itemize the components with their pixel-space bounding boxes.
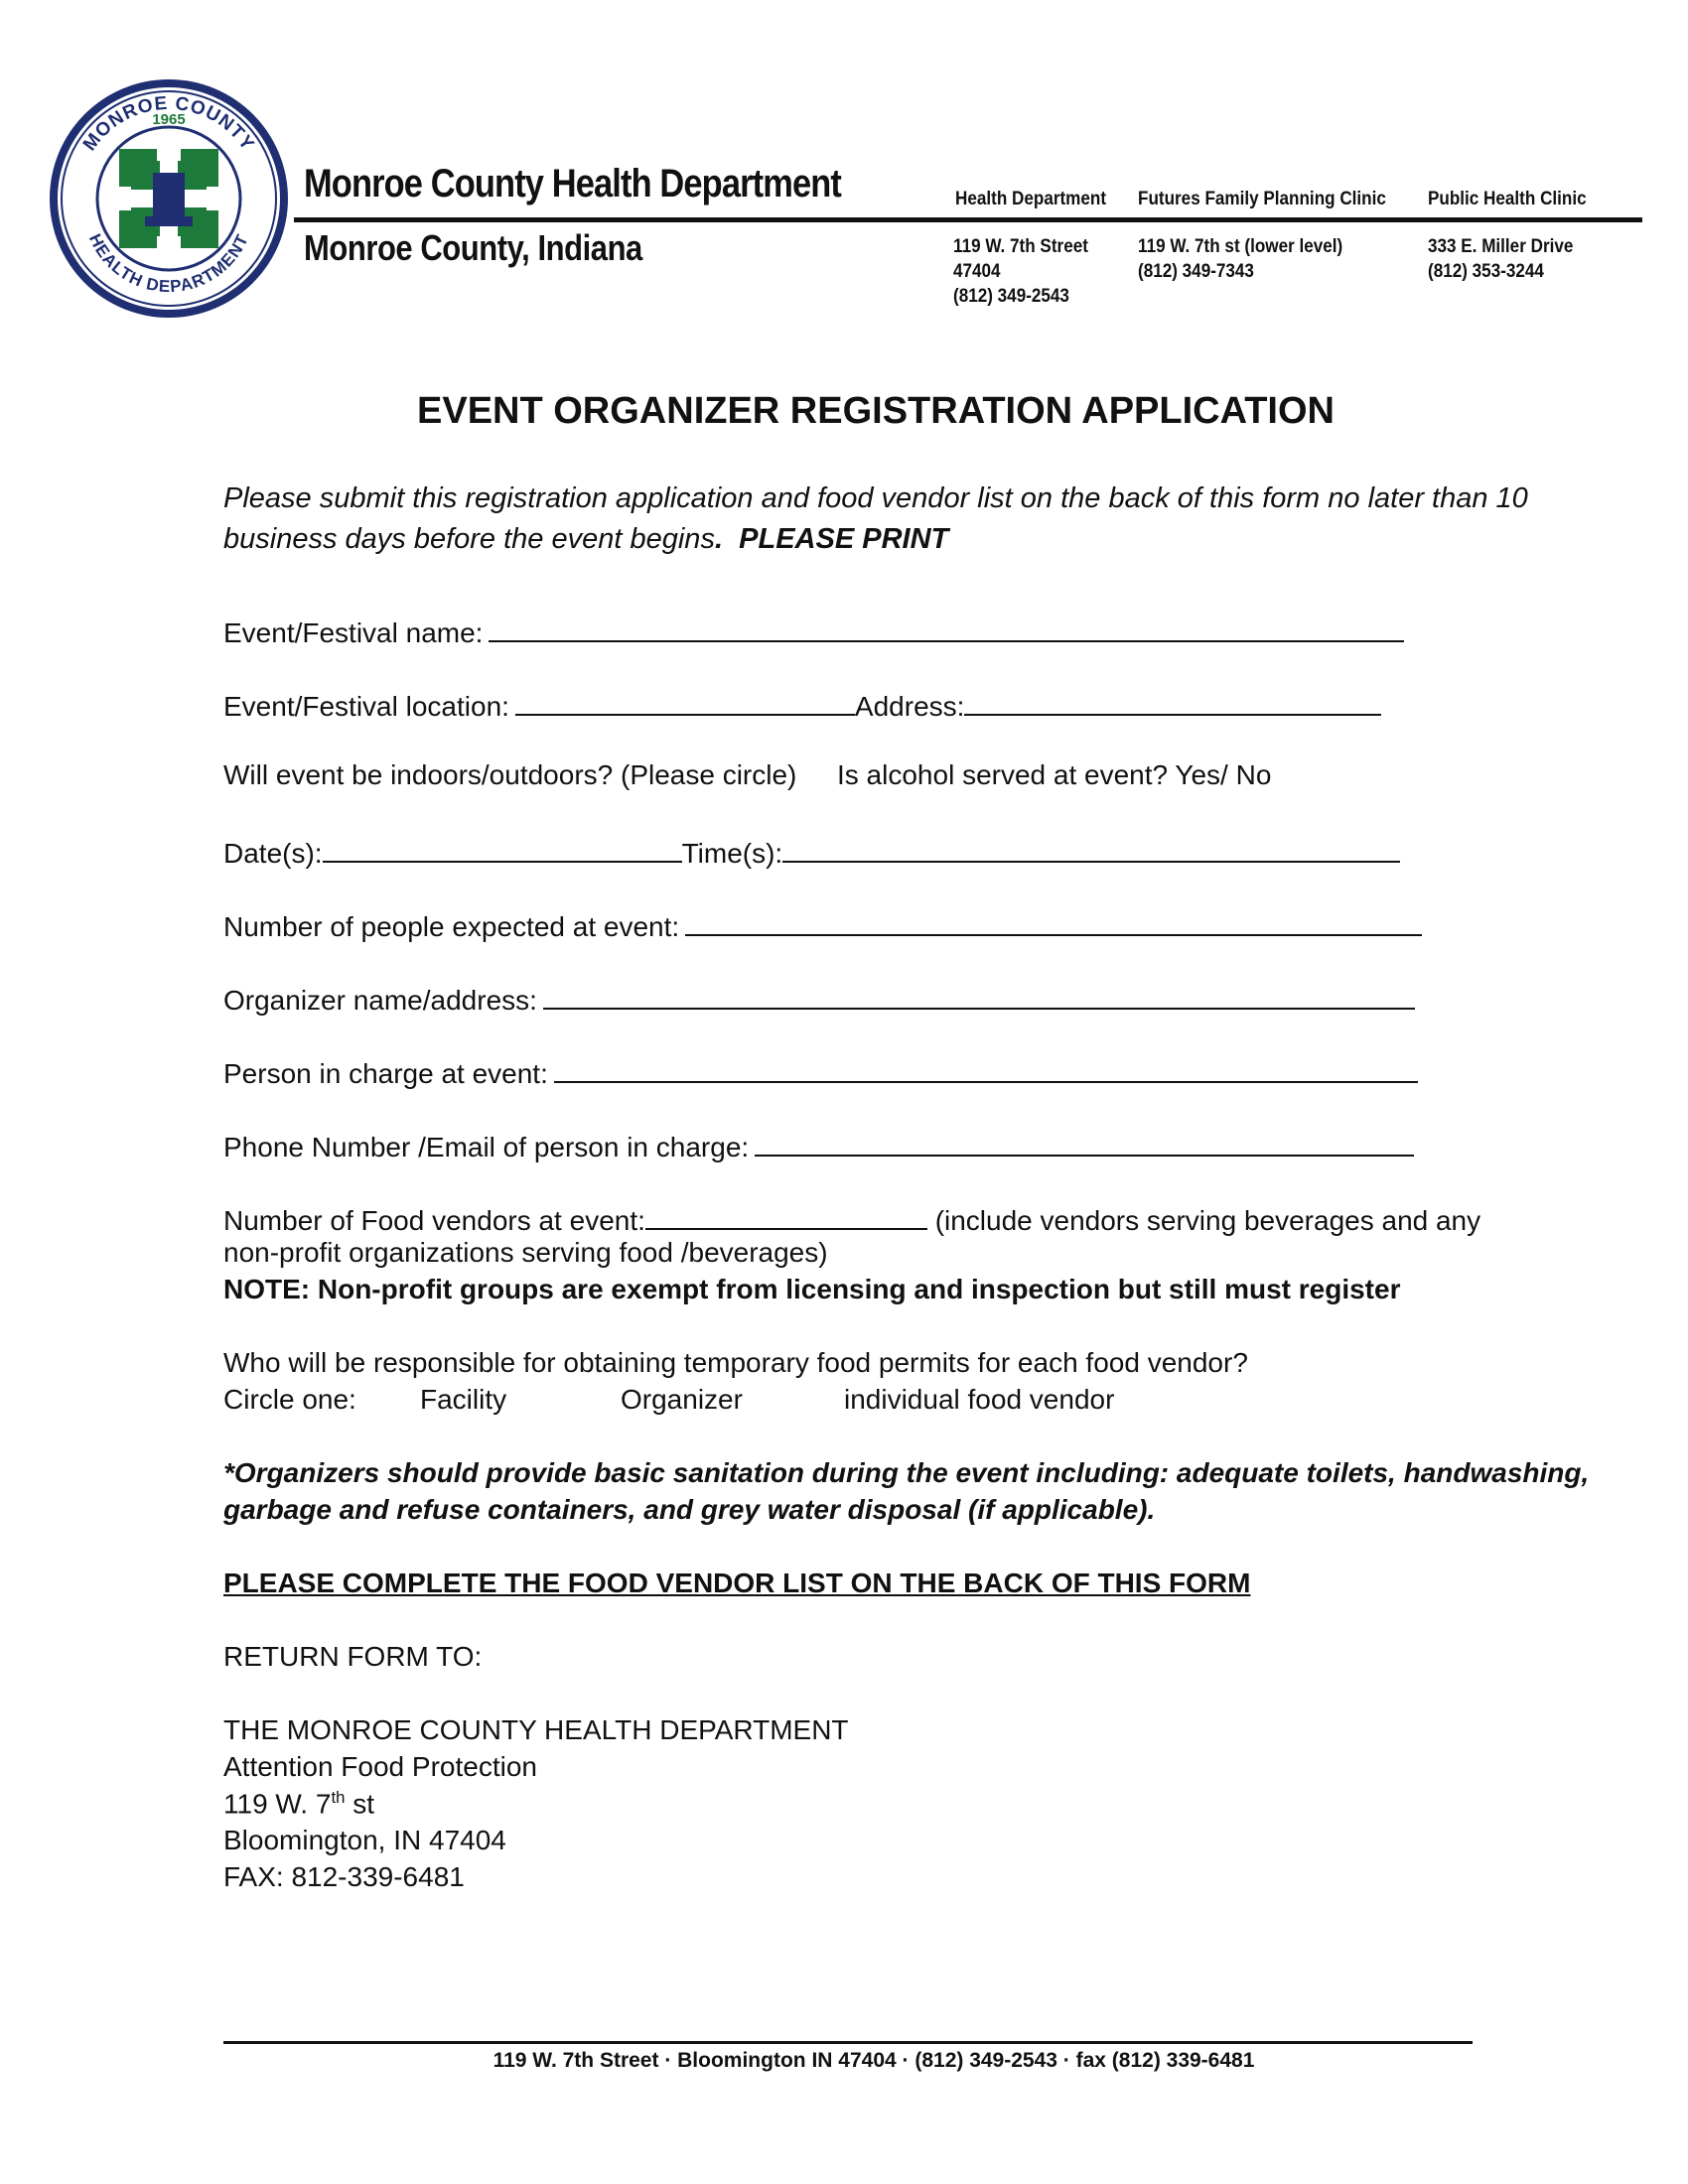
indoors-row bbox=[223, 759, 796, 791]
location-line: (812) 349-7343 bbox=[1138, 261, 1254, 282]
people-expected-field[interactable] bbox=[685, 906, 1422, 936]
event-location-field[interactable] bbox=[515, 686, 855, 716]
footer-address: 119 W. 7th Street · Bloomington IN 47404 · (812) 349-2543 · fax (812) 339-6481 bbox=[492, 2049, 1255, 2072]
back-of-form-notice: PLEASE COMPLETE THE FOOD VENDOR LIST ON THE BACK OF THIS FORM bbox=[223, 1568, 1251, 1598]
location-line: 333 E. Miller Drive bbox=[1428, 236, 1574, 257]
address-field[interactable] bbox=[964, 686, 1381, 716]
return-label: RETURN FORM TO: bbox=[223, 1641, 483, 1672]
county-seal-logo bbox=[48, 77, 290, 320]
vendors-label: Number of Food vendors at event: bbox=[223, 1205, 645, 1236]
permits-question: Who will be responsible for obtaining temporary food permits for each food vendor? bbox=[223, 1347, 1248, 1378]
event-name-row bbox=[223, 613, 1404, 649]
times-label: Time(s): bbox=[681, 838, 783, 869]
address-label: Address: bbox=[854, 691, 965, 722]
location-lines-futures-clinic bbox=[1138, 234, 1342, 284]
permit-option-organizer[interactable]: Organizer bbox=[621, 1384, 743, 1415]
form-title: EVENT ORGANIZER REGISTRATION APPLICATION bbox=[417, 390, 1335, 432]
location-lines-public-health-clinic bbox=[1428, 234, 1573, 284]
return-address-line-3 bbox=[223, 1788, 374, 1820]
intro-period: . bbox=[714, 523, 724, 555]
phone-email-row bbox=[223, 1127, 1414, 1163]
dates-times-row bbox=[223, 833, 1400, 870]
phone-email-label: Phone Number /Email of person in charge: bbox=[223, 1132, 750, 1162]
location-title-futures-clinic: Futures Family Planning Clinic bbox=[1138, 189, 1386, 209]
return-street: 119 W. 7 bbox=[223, 1788, 332, 1820]
people-expected-label: Number of people expected at event: bbox=[223, 911, 680, 942]
person-in-charge-row bbox=[223, 1053, 1418, 1090]
seal-year: 1965 bbox=[152, 111, 186, 128]
organization-subtitle: Monroe County, Indiana bbox=[304, 227, 642, 268]
times-field[interactable] bbox=[782, 833, 1400, 863]
person-in-charge-field[interactable] bbox=[554, 1053, 1418, 1083]
event-location-label: Event/Festival location: bbox=[223, 691, 509, 722]
location-line: 119 W. 7th Street bbox=[953, 236, 1088, 257]
vendors-note-2: non-profit organizations serving food /beverages) bbox=[223, 1237, 828, 1268]
organization-name: Monroe County Health Department bbox=[304, 162, 841, 205]
health-cross-icon bbox=[119, 149, 218, 248]
header-rule bbox=[294, 217, 1642, 222]
return-street-suffix: st bbox=[345, 1788, 374, 1820]
return-street-sup: th bbox=[331, 1788, 346, 1807]
phone-email-field[interactable] bbox=[755, 1127, 1414, 1157]
intro-text: Please submit this registration application and food vendor list on the back of this form no later than 10 business days before the event begins bbox=[223, 482, 1528, 555]
permit-option-facility[interactable]: Facility bbox=[420, 1384, 507, 1415]
vendors-note-1: (include vendors serving beverages and any bbox=[934, 1205, 1481, 1236]
return-address-line-4: Bloomington, IN 47404 bbox=[223, 1825, 506, 1855]
location-line: (812) 349-2543 bbox=[953, 286, 1069, 307]
dates-label: Date(s): bbox=[223, 838, 323, 869]
dates-field[interactable] bbox=[323, 833, 682, 863]
nonprofit-note: NOTE: Non-profit groups are exempt from licensing and inspection but still must register bbox=[223, 1274, 1401, 1304]
sanitation-note-line-1: *Organizers should provide basic sanitation during the event including: adequate toilets, handwashing, bbox=[223, 1457, 1590, 1488]
intro-emphasis: PLEASE PRINT bbox=[739, 523, 949, 555]
event-name-label: Event/Festival name: bbox=[223, 617, 484, 648]
seal-text-bottom: HEALTH DEPARTMENT bbox=[84, 230, 253, 297]
location-title-health-department: Health Department bbox=[955, 189, 1107, 209]
return-address-line-1: THE MONROE COUNTY HEALTH DEPARTMENT bbox=[223, 1714, 849, 1745]
vendors-row bbox=[223, 1200, 1480, 1237]
organizer-field[interactable] bbox=[543, 980, 1415, 1010]
sanitation-note-line-2: garbage and refuse containers, and grey water disposal (if applicable). bbox=[223, 1494, 1156, 1525]
return-fax: FAX: 812-339-6481 bbox=[223, 1861, 465, 1892]
indoors-outdoors-question[interactable]: Will event be indoors/outdoors? (Please circle) bbox=[223, 759, 797, 790]
person-in-charge-label: Person in charge at event: bbox=[223, 1058, 548, 1089]
footer-rule bbox=[223, 2041, 1473, 2044]
location-title-public-health-clinic: Public Health Clinic bbox=[1428, 189, 1587, 209]
alcohol-question[interactable]: Is alcohol served at event? Yes/ No bbox=[837, 759, 1272, 790]
event-name-field[interactable] bbox=[489, 613, 1404, 642]
event-location-row bbox=[223, 686, 1381, 723]
location-line: (812) 353-3244 bbox=[1428, 261, 1544, 282]
location-line: 119 W. 7th st (lower level) bbox=[1138, 236, 1343, 257]
return-address-line-2: Attention Food Protection bbox=[223, 1751, 537, 1782]
organizer-label: Organizer name/address: bbox=[223, 985, 537, 1016]
location-line: 47404 bbox=[953, 261, 1001, 282]
alcohol-row bbox=[837, 759, 1271, 791]
intro-instructions bbox=[223, 478, 1554, 560]
people-row bbox=[223, 906, 1422, 943]
permit-option-individual-vendor[interactable]: individual food vendor bbox=[844, 1384, 1115, 1415]
location-lines-health-department bbox=[953, 234, 1088, 309]
vendors-field[interactable] bbox=[645, 1200, 927, 1230]
seal-text-top: MONROE COUNTY bbox=[78, 92, 259, 156]
organizer-row bbox=[223, 980, 1415, 1017]
permits-circle-label: Circle one: bbox=[223, 1384, 356, 1415]
